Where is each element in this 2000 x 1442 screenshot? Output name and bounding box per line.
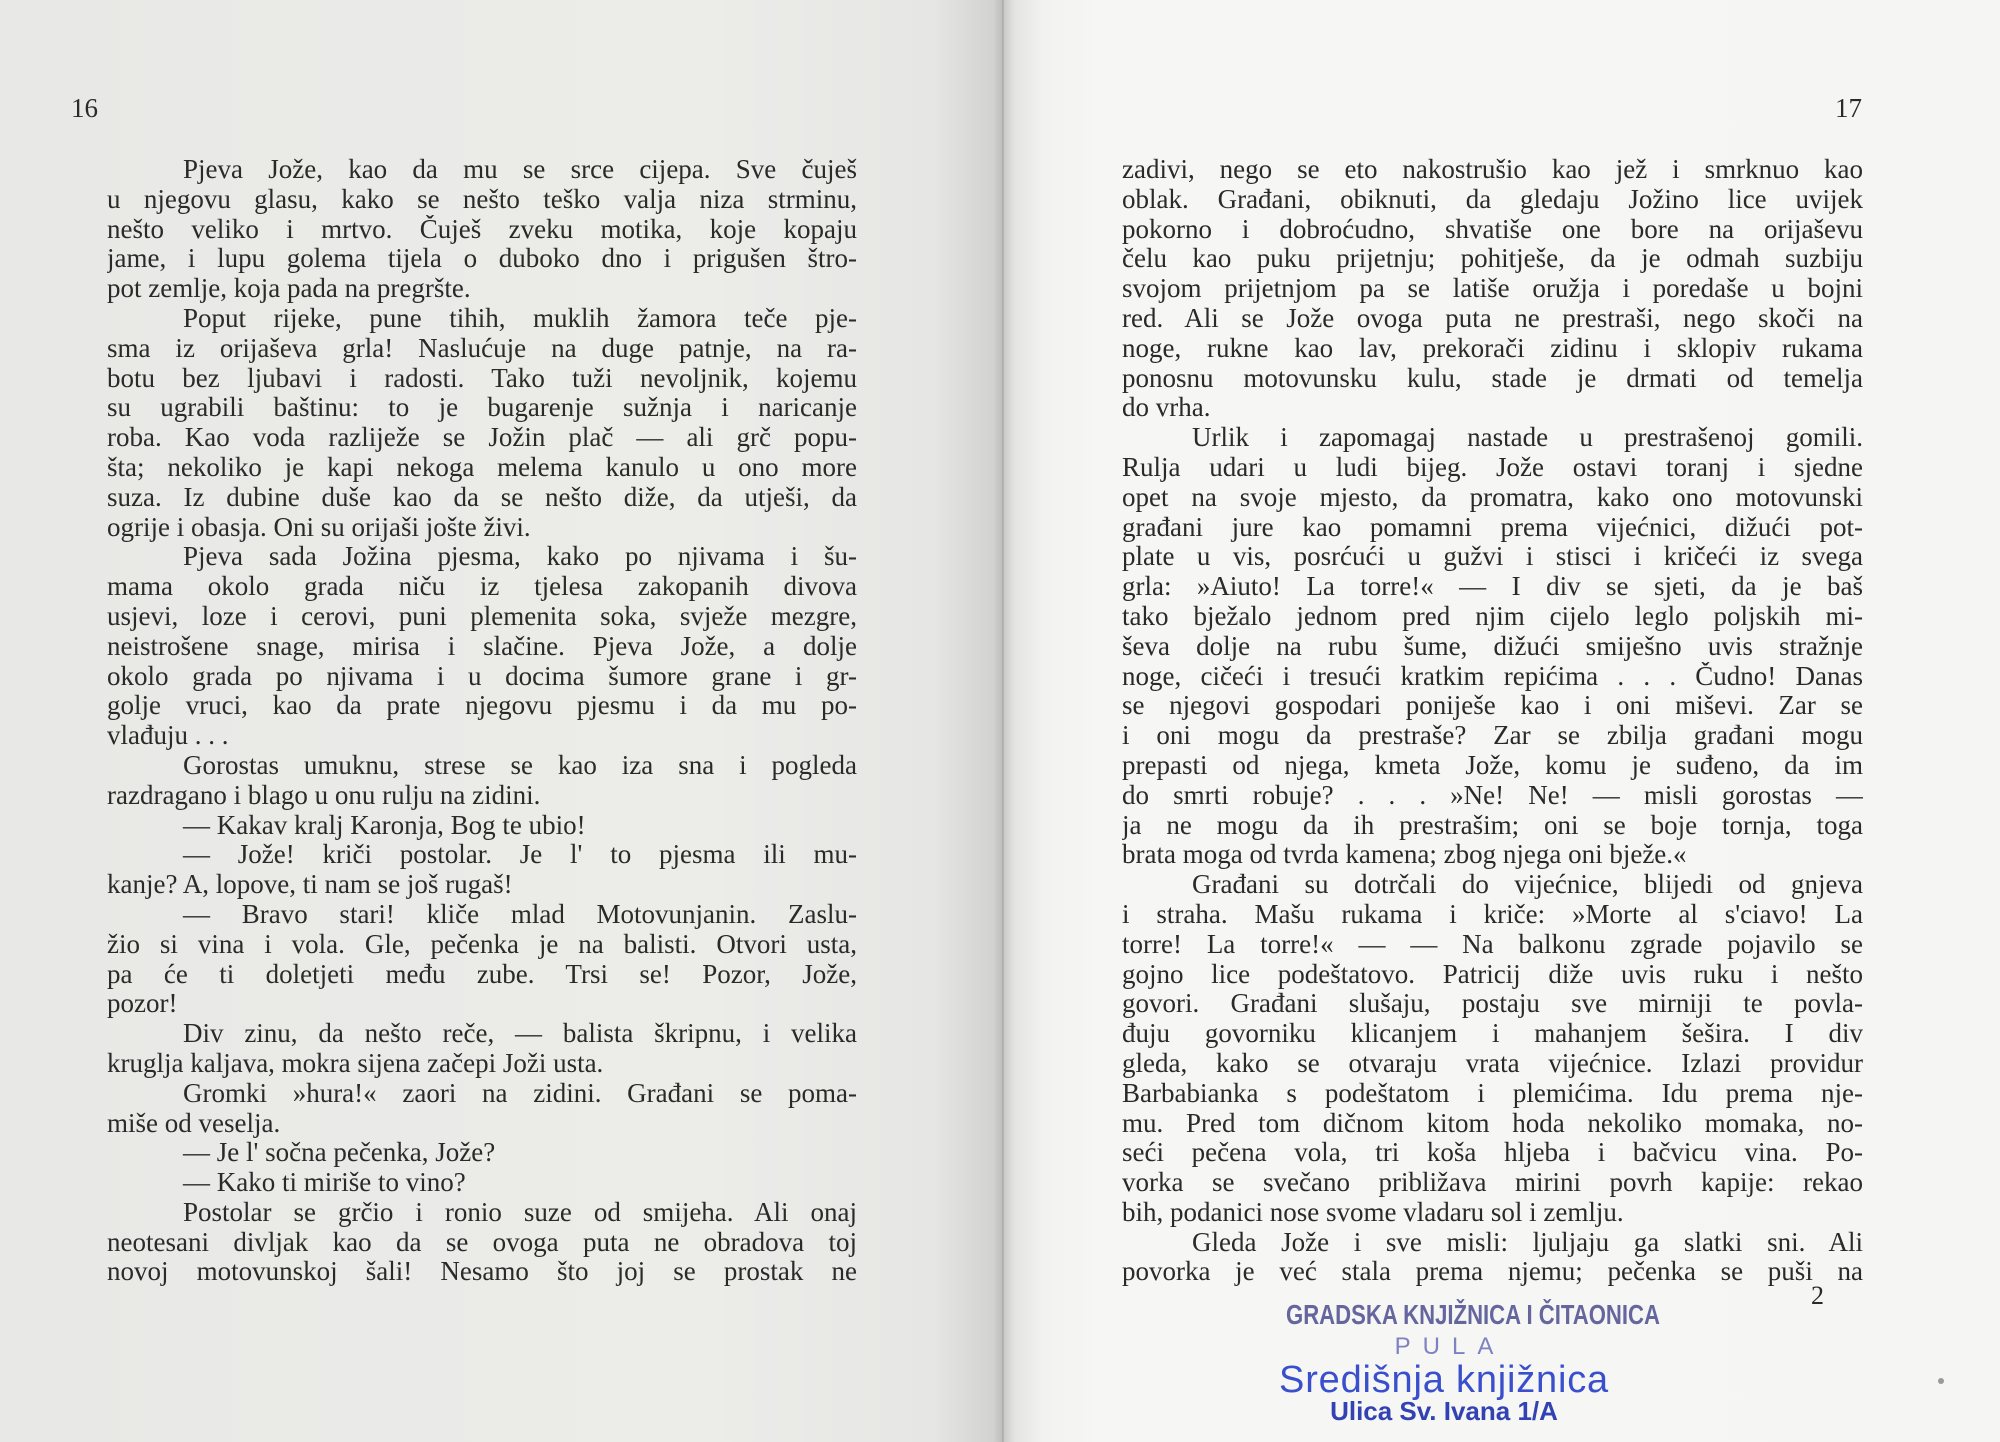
text-line: Pjeva sada Jožina pjesma, kako po njivama i šu- (183, 542, 857, 572)
paragraph (107, 1019, 857, 1079)
paragraph (107, 542, 857, 751)
text-line: golje vruci, kao da prate njegovu pjesmu i da mu po- (107, 691, 857, 721)
paragraph (1122, 423, 1863, 870)
text-line: govori. Građani slušaju, postaju sve mirniji te povla- (1122, 989, 1863, 1019)
paragraph (107, 1168, 857, 1198)
text-line: mama okolo grada niču iz tjelesa zakopanih divova (107, 572, 857, 602)
text-line: vorka se svečano približava mirini povrh kapije: rekao (1122, 1168, 1863, 1198)
text-line: Urlik i zapomagaj nastade u prestrašenoj gomili. (1192, 423, 1863, 453)
text-line: ševa dolje na rubu šume, dižući smiješno uvis stražnje (1122, 631, 1863, 661)
text-line: u njegovu glasu, kako se nešto teško valja niza strminu, (107, 184, 857, 214)
signature-mark: 2 (1811, 1281, 1824, 1310)
text-line: šta; nekoliko je kapi nekoga melema kanulo u ono more (107, 452, 857, 482)
text-line: neistrošene snage, mirisa i slačine. Pjeva Jože, a dolje (107, 631, 857, 661)
text-line: se njegovi gospodari poniješe kao i oni miševi. Zar se (1122, 691, 1863, 721)
text-line: noge, rukne kao lav, prekorači zidinu i sklopiv rukama (1122, 333, 1863, 363)
text-line: nešto veliko i mrtvo. Čuješ zveku motika, koje kopaju (107, 214, 857, 244)
book-spine (1002, 0, 1004, 1442)
text-line: Pjeva Jože, kao da mu se srce cijepa. Sve čuješ (183, 155, 857, 184)
text-line: Građani su dotrčali do vijećnice, blijedi od gnjeva (1192, 870, 1863, 900)
text-line: opet na svoje mjesto, da promatra, kako ono motovunski (1122, 482, 1863, 512)
stamp-city: PULA (1394, 1333, 1506, 1360)
text-line: — Kako ti miriše to vino? (183, 1168, 466, 1198)
paragraph (107, 1198, 857, 1287)
paragraph (107, 751, 857, 811)
text-line: okolo grada po njivama i u docima šumore grane i gr- (107, 661, 857, 691)
text-line: tako bježalo jednom pred njim cijelo leglo poljskih mi- (1122, 601, 1863, 631)
text-line: građani jure kao pomamni prema vijećnici, dižući pot- (1122, 512, 1863, 542)
text-line: đuju govorniku klicanjem i mahanjem šešira. I div (1122, 1019, 1863, 1049)
text-line: — Je l' sočna pečenka, Jože? (183, 1138, 496, 1168)
text-line: Barbabianka s podeštatom i plemićima. Idu prema nje- (1122, 1078, 1863, 1108)
text-line: kruglja kaljava, mokra sijena začepi Joži usta. (107, 1048, 604, 1078)
text-line: jame, i lupu golema tijela o duboko dno i prigušen štro- (107, 244, 857, 274)
text-line: usjevi, loze i cerovi, puni plemenita soka, svježe mezgre, (107, 601, 857, 631)
text-line: Rulja udari u ludi bijeg. Jože ostavi toranj i sjedne (1122, 452, 1863, 482)
paragraph (107, 1079, 857, 1139)
text-line: Gleda Jože i sve misli: ljuljaju ga slatki sni. Ali (1192, 1227, 1863, 1257)
text-line: suza. Iz dubine duše kao da se nešto diže, da utješi, da (107, 482, 857, 512)
text-line: noge, cičeći i tresući kratkim repićima . . . Čudno! Danas (1122, 661, 1863, 691)
text-line: bih, podanici nose svome vladaru sol i zemlju. (1122, 1197, 1624, 1227)
text-line: torre! La torre!« — — Na balkonu zgrade pojavilo se (1122, 929, 1863, 959)
text-line: — Jože! kriči postolar. Je l' to pjesma ili mu- (183, 840, 857, 870)
paragraph (1122, 1228, 1863, 1288)
text-line: novoj motovunskoj šali! Nesamo što joj se prostak ne (107, 1257, 857, 1287)
page-right (1003, 0, 2000, 1442)
paragraph (107, 840, 857, 900)
paragraph (107, 900, 857, 1019)
text-line: brata moga od tvrda kamena; zbog njega oni bježe.« (1122, 840, 1687, 870)
paper-speck (1938, 1378, 1944, 1384)
text-line: povorka je već stala prema njemu; pečenka se puši na (1122, 1257, 1863, 1287)
text-line: pot zemlje, koja pada na pregršte. (107, 274, 471, 304)
text-line: sma iz orijaševa grla! Naslućuje na duge patnje, na ra- (107, 333, 857, 363)
text-line: kanje? A, lopove, ti nam se još rugaš! (107, 870, 513, 900)
text-line: plate u vis, posrćući u gužvi i stisci i kričeći iz svega (1122, 542, 1863, 572)
text-column (107, 155, 857, 1287)
text-line: gojno lice podeštatovo. Patricij diže uvis ruku i nešto (1122, 959, 1863, 989)
text-line: pa će ti doletjeti među zube. Trsi se! Pozor, Jože, (107, 959, 857, 989)
stamp-institution: GRADSKA KNJIŽNICA I ČITAONICA (1286, 1299, 1660, 1330)
text-line: miše od veselja. (107, 1108, 281, 1138)
text-line: botu bez ljubavi i radosti. Tako tuži nevoljnik, kojemu (107, 363, 857, 393)
page-number: 17 (1835, 93, 1862, 123)
text-line: ogrije i obasja. Oni su orijaši jošte živi. (107, 512, 531, 542)
text-line: — Kakav kralj Karonja, Bog te ubio! (183, 810, 586, 840)
text-line: prepasti od njega, kmeta Jože, komu je suđeno, da im (1122, 750, 1863, 780)
paragraph (1122, 155, 1863, 423)
stamp-branch: Središnja knjižnica (1279, 1359, 1609, 1401)
text-line: neotesani divljak kao da se ovoga puta ne obradova toj (107, 1227, 857, 1257)
paragraph (107, 811, 857, 841)
text-line: Div zinu, da nešto reče, — balista škripnu, i velika (183, 1019, 857, 1049)
text-line: su ugrabili baštinu: to je bugarenje sužnja i naricanje (107, 393, 857, 423)
text-line: pokorno i dobroćudno, shvatiše one bore na orijaševu (1122, 214, 1863, 244)
text-line: gleda, kako se otvaraju vrata vijećnice. Izlazi providur (1122, 1048, 1863, 1078)
text-line: i oni mogu da prestraše? Zar se zbilja građani mogu (1122, 721, 1863, 751)
text-line: roba. Kao voda razliježe se Jožin plač — ali grč popu- (107, 423, 857, 453)
text-line: vlađuju . . . (107, 721, 229, 751)
text-line: i straha. Mašu rukama i kriče: »Morte al s'ciavo! La (1122, 899, 1863, 929)
text-line: do smrti robuje? . . . »Ne! Ne! — misli gorostas — (1122, 780, 1863, 810)
text-line: svojom prijetnjom pa se latiše oružja i poredaše u bojni (1122, 274, 1863, 304)
text-line: mu. Pred tom dičnom kitom hoda nekoliko momaka, no- (1122, 1108, 1863, 1138)
page-number: 16 (71, 93, 98, 123)
text-line: grla: »Aiuto! La torre!« — I div se sjeti, da je baš (1122, 572, 1863, 602)
text-line: ja ne mogu da ih prestrašim; oni se boje tornja, toga (1122, 810, 1863, 840)
text-line: Poput rijeke, pune tihih, muklih žamora teče pje- (183, 303, 857, 333)
stamp-address: Ulica Sv. Ivana 1/A (1330, 1396, 1558, 1426)
text-line: čelu kao puku prijetnju; pohitješe, da je odmah suzbiju (1122, 244, 1863, 274)
paragraph (107, 1138, 857, 1168)
text-line: oblak. Građani, obiknuti, da gledaju Jožino lice uvijek (1122, 184, 1863, 214)
library-stamp (1244, 1296, 1660, 1432)
paragraph (1122, 870, 1863, 1228)
text-line: ponosnu motovunsku kulu, stade je drmati od temelja (1122, 363, 1863, 393)
text-line: seći pečena vola, tri koša hljeba i bačvicu vina. Po- (1122, 1138, 1863, 1168)
text-line: žio si vina i vola. Gle, pečenka je na balisti. Otvori usta, (107, 929, 857, 959)
text-line: do vrha. (1122, 393, 1211, 423)
text-line: Gorostas umuknu, strese se kao iza sna i pogleda (183, 750, 857, 780)
text-line: — Bravo stari! kliče mlad Motovunjanin. Zaslu- (183, 899, 857, 929)
text-line: Postolar se grčio i ronio suze od smijeha. Ali onaj (183, 1197, 857, 1227)
text-line: red. Ali se Jože ovoga puta ne prestraši, nego skoči na (1122, 303, 1863, 333)
text-line: razdragano i blago u onu rulju na zidini. (107, 780, 541, 810)
paragraph (107, 304, 857, 542)
text-line: pozor! (107, 989, 178, 1019)
text-line: zadivi, nego se eto nakostrušio kao jež i smrknuo kao (1122, 155, 1863, 184)
text-column (1122, 155, 1863, 1287)
paragraph (107, 155, 857, 304)
text-line: Gromki »hura!« zaori na zidini. Građani se poma- (183, 1078, 857, 1108)
